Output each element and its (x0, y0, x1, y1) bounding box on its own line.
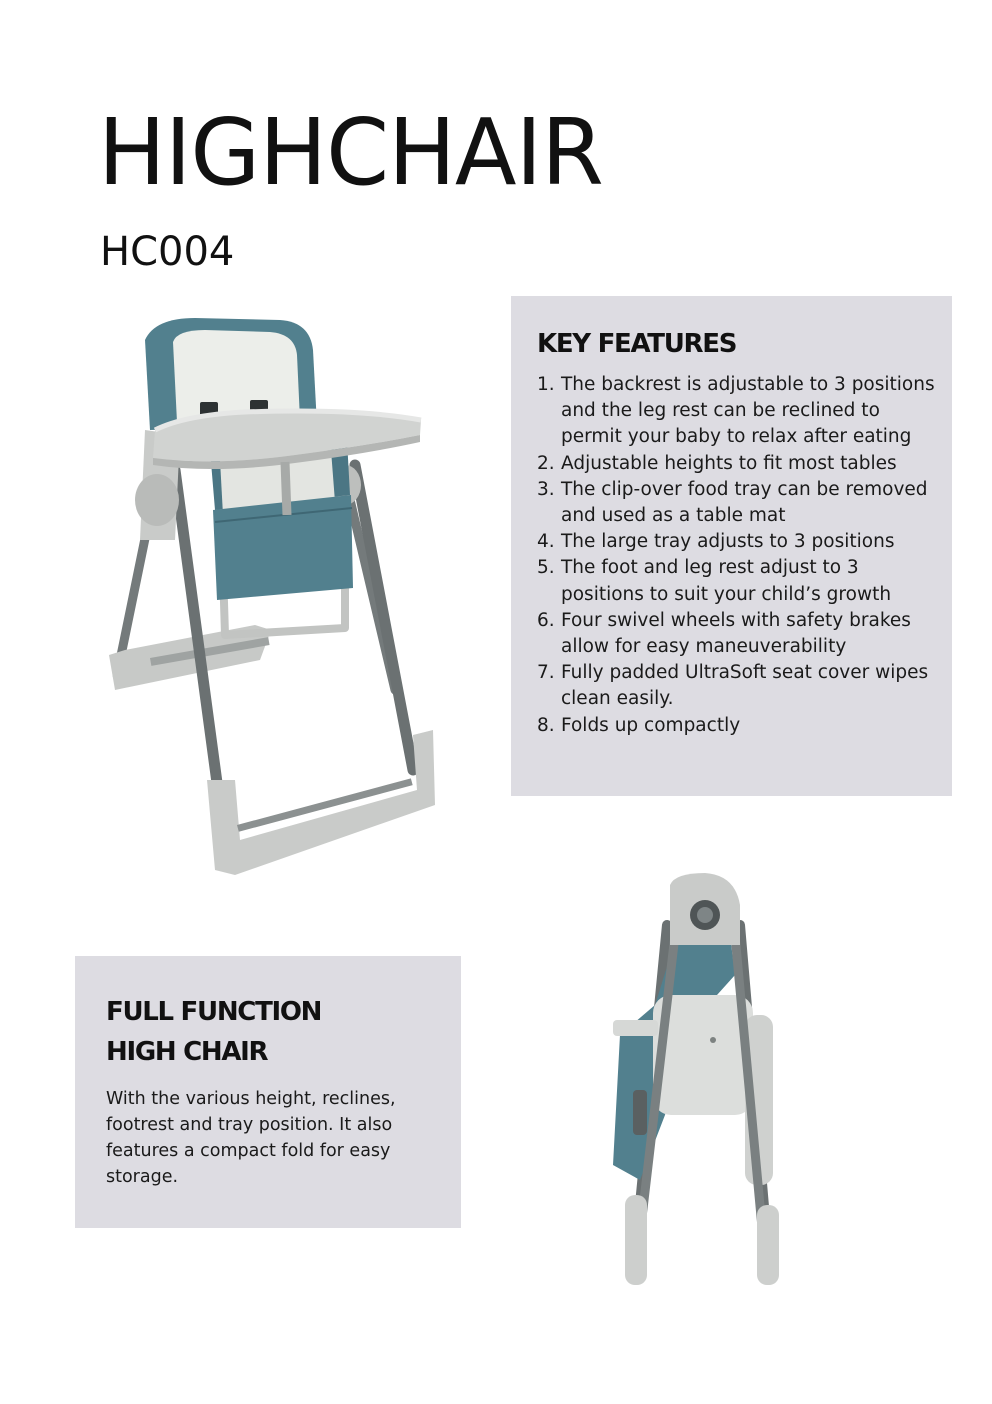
feature-number: 6. (537, 609, 555, 631)
feature-text: The foot and leg rest adjust to 3 positions to suit your child’s growth (561, 557, 892, 605)
full-function-heading-line1: FULL FUNCTION (106, 997, 322, 1027)
feature-number: 2. (537, 452, 555, 474)
feature-text: Adjustable heights to fit most tables (561, 452, 897, 474)
folded-hub-knob-inner (697, 907, 713, 923)
feature-text: The large tray adjusts to 3 positions (561, 531, 895, 553)
highchair-open-image (95, 310, 445, 885)
feature-text: Four swivel wheels with safety brakes allow for easy maneuverability (561, 609, 911, 658)
page-title: HIGHCHAIR (98, 99, 603, 206)
feature-item (537, 713, 952, 739)
feature-number: 5. (537, 557, 555, 579)
folded-side-rivet (710, 1037, 716, 1043)
feature-text: The clip-over food tray can be removed and used as a table mat (561, 478, 928, 527)
tray-post (285, 462, 287, 515)
feature-item (537, 451, 952, 477)
feature-number: 1. (537, 374, 555, 395)
feature-item (537, 477, 952, 529)
feature-text: The backrest is adjustable to 3 positions and the leg rest can be reclined to permit your baby to relax after eating (561, 374, 935, 448)
feature-number: 8. (537, 714, 555, 736)
feature-text: Fully padded UltraSoft seat cover wipes clean easily. (561, 662, 929, 710)
backrest-pad (173, 330, 300, 422)
key-features-list (537, 372, 952, 739)
feature-number: 3. (537, 478, 555, 500)
full-function-heading (106, 992, 451, 1072)
front-leg-right (355, 465, 413, 770)
feature-number: 7. (537, 662, 555, 684)
full-function-panel (75, 956, 461, 1228)
feature-number: 4. (537, 531, 555, 553)
model-number: HC004 (100, 229, 235, 275)
feature-item (537, 555, 952, 607)
highchair-folded-image (595, 865, 795, 1295)
folded-tray-handle (613, 1020, 658, 1036)
feature-text: Folds up compactly (561, 714, 741, 736)
folded-foot-left (625, 1195, 647, 1285)
key-features-heading: KEY FEATURES (537, 329, 737, 359)
feature-item (537, 529, 952, 555)
feature-item (537, 660, 952, 712)
feature-item (537, 372, 952, 451)
key-features-panel (511, 296, 952, 796)
feature-item (537, 608, 952, 660)
full-function-description: With the various height, reclines, footrest and tray position. It also features a compact fold for easy storage. (106, 1089, 396, 1187)
full-function-heading-line2: HIGH CHAIR (106, 1037, 268, 1067)
folded-clip (633, 1090, 647, 1135)
side-hub-left (135, 474, 179, 526)
folded-foot-right (757, 1205, 779, 1285)
